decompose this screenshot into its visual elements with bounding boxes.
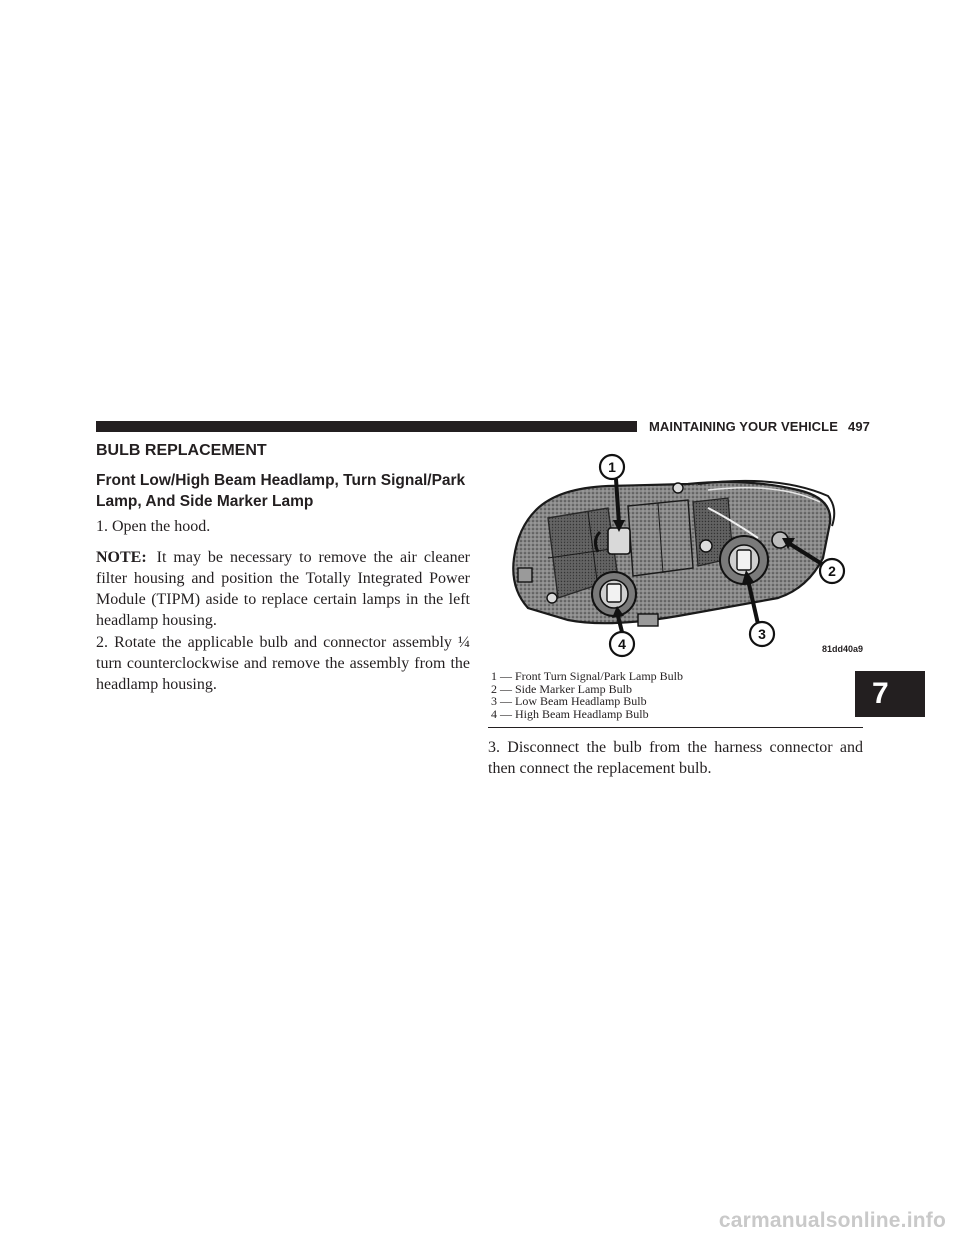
section-title: BULB REPLACEMENT xyxy=(96,442,267,459)
callout-3 xyxy=(750,622,774,646)
header-section-title: MAINTAINING YOUR VEHICLE xyxy=(649,419,838,434)
figure-id: 81dd40a9 xyxy=(821,644,863,654)
step-1: 1. Open the hood. xyxy=(96,518,211,535)
running-header xyxy=(649,418,869,436)
note-paragraph xyxy=(96,547,470,631)
step-2: 2. Rotate the applicable bulb and connector assembly ¼ turn counterclockwise and remove the assembly from the headlamp housing. xyxy=(96,634,470,693)
header-rule-bar xyxy=(96,421,637,432)
chapter-tab: 7 xyxy=(855,671,925,717)
page-number: 497 xyxy=(847,419,870,434)
note-label: NOTE: xyxy=(96,549,147,566)
callout-4 xyxy=(610,632,634,656)
legend-item: 3 — Low Beam Headlamp Bulb xyxy=(491,694,647,708)
legend-divider xyxy=(488,727,863,728)
watermark: carmanualsonline.info xyxy=(718,1209,946,1232)
note-text: It may be necessary to remove the air cleaner filter housing and position the Totally Integrated Power Module (TIPM) aside to replace certain lamps in the left headlamp housing. xyxy=(96,549,470,629)
headlamp-figure xyxy=(488,448,863,660)
callout-2-label: 2 xyxy=(828,563,836,579)
legend-item: 4 — High Beam Headlamp Bulb xyxy=(491,706,649,721)
callout-1-label: 1 xyxy=(608,459,616,475)
headlamp-illustration xyxy=(488,448,863,660)
sub-title: Front Low/High Beam Headlamp, Turn Signal/Park Lamp, And Side Marker Lamp xyxy=(96,472,466,510)
legend-item: 1 — Front Turn Signal/Park Lamp Bulb xyxy=(491,669,684,683)
callout-4-label: 4 xyxy=(618,636,626,652)
callout-2 xyxy=(820,559,844,583)
legend-item: 2 — Side Marker Lamp Bulb xyxy=(491,681,632,696)
step-3: 3. Disconnect the bulb from the harness connector and then connect the replacement bulb. xyxy=(488,739,863,777)
figure-legend xyxy=(491,670,863,720)
callout-3-label: 3 xyxy=(758,626,766,642)
callout-1 xyxy=(600,455,624,479)
